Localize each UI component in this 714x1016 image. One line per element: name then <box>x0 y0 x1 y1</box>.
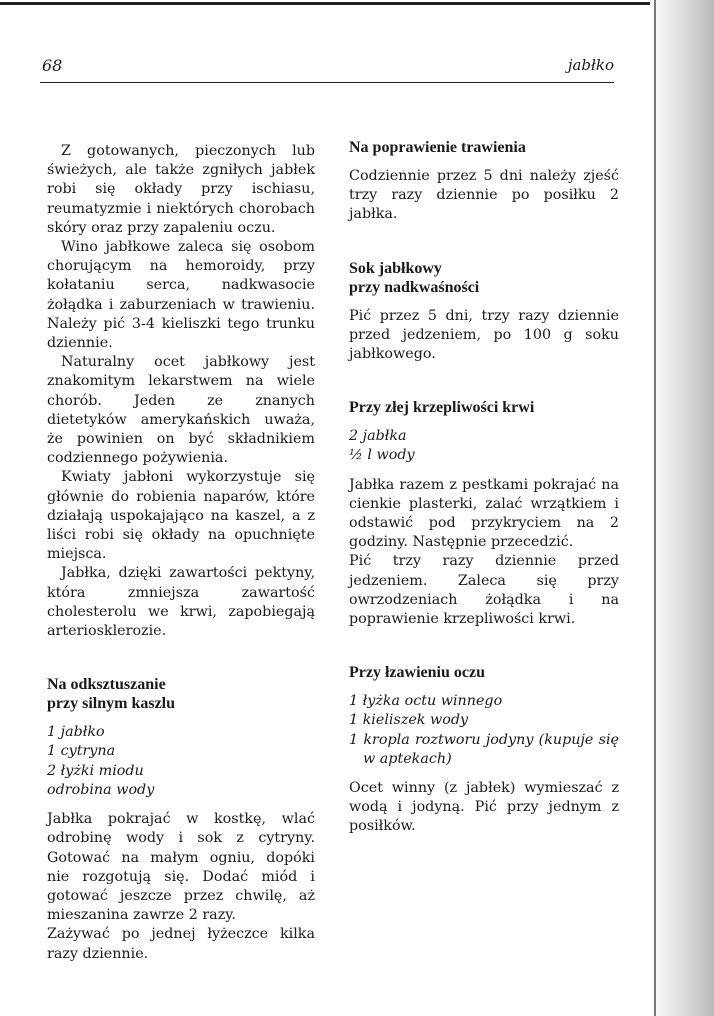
ingredient-list <box>349 427 619 465</box>
paragraph: Z gotowanych, pieczonych lub świeżych, ale także zgniłych jabłek robi się okłady przy ischiasu, reumatyzmie i niektórych chorobach skóry oraz przy zapaleniu oczu. <box>47 143 315 236</box>
instruction: Zażywać po jednej łyżeczce kilka razy dziennie. <box>47 926 315 962</box>
top-border-rule <box>0 2 660 5</box>
heading-line: przy silnym kaszlu <box>47 695 176 713</box>
ingredient: 1 cytryna <box>47 743 116 760</box>
ingredient: 1 łyżka octu winnego <box>349 693 503 710</box>
section-heading-cough <box>47 675 315 713</box>
ingredient: 1 kropla roztworu jodyny (kupuje się w aptekach) <box>349 731 619 767</box>
ingredient: 1 jabłko <box>47 724 105 741</box>
running-head: jabłko <box>567 56 614 74</box>
ingredient: 2 jabłka <box>349 428 407 445</box>
paragraph: Naturalny ocet jabłkowy jest znakomitym lekarstwem na wiele chorób. Jeden ze znanych dietetyków amerykańskich uważa, że powinien on być składnikiem codziennego pożywienia. <box>47 354 315 467</box>
ingredient: ½ l wody <box>349 447 415 464</box>
section-heading-clotting: Przy złej krzepliwości krwi <box>349 399 535 417</box>
page-edge-shadow <box>650 0 714 1016</box>
heading-line: Na odksztuszanie <box>47 676 166 694</box>
section-heading-tearing: Przy łzawieniu oczu <box>349 664 485 682</box>
heading-line: Sok jabłkowy <box>349 259 442 277</box>
left-column <box>47 142 315 964</box>
section-heading-digestion: Na poprawienie trawienia <box>349 139 526 156</box>
ingredient-list <box>349 692 619 769</box>
ingredient-list <box>47 723 315 800</box>
page-number: 68 <box>42 56 63 75</box>
right-column <box>349 138 619 837</box>
paragraph: Wino jabłkowe zaleca się osobom chorującym na hemoroidy, przy kołataniu serca, nadkwasocie żołądka i zaburzeniach w trawieniu. Należy pić 3-4 kieliszki tego trunku dziennie. <box>47 239 315 352</box>
page-header <box>40 56 614 83</box>
section-text: Ocet winny (z jabłek) wymieszać z wodą i jodyną. Pić przy jednym z posiłków. <box>349 780 619 835</box>
section-text: Pić przez 5 dni, trzy razy dziennie przed jedzeniem, po 100 g soku jabłkowego. <box>349 307 619 363</box>
section-text: Codziennie przez 5 dni należy zjeść trzy razy dziennie po posiłku 2 jabłka. <box>349 168 619 223</box>
ingredient: odrobina wody <box>47 781 155 798</box>
paragraph: Kwiaty jabłoni wykorzystuje się głównie do robienia naparów, które działają uspokajająco na kaszel, a z liści robi się okłady na opuchnięte miejsca. <box>47 469 315 563</box>
heading-line: przy nadkwaśności <box>349 278 480 296</box>
instruction: Jabłka razem z pestkami pokrajać na cienkie plasterki, zalać wrzątkiem i odstawić pod przykryciem na 2 godziny. Następnie przecedzić. <box>349 476 619 551</box>
instruction: Pić trzy razy dziennie przed jedzeniem. Zaleca się przy owrzodzeniach żołądka i na poprawienie krzepliwości krwi. <box>349 553 619 628</box>
page-edge-line <box>654 0 656 1016</box>
instruction: Jabłka pokrajać w kostkę, wlać odrobinę wody i sok z cytryny. Gotować na małym ogniu, dopóki nie rozgotują się. Dodać miód i gotować jeszcze przez chwilę, aż mieszanina zawrze 2 razy. <box>47 811 315 924</box>
ingredient: 1 kieliszek wody <box>349 712 469 729</box>
paragraph: Jabłka, dzięki zawartości pektyny, która zmniejsza zawartość cholesterolu we krwi, zapobiegają arteriosklerozie. <box>47 565 315 640</box>
ingredient: 2 łyżki miodu <box>47 762 144 779</box>
section-heading-juice <box>349 259 619 297</box>
